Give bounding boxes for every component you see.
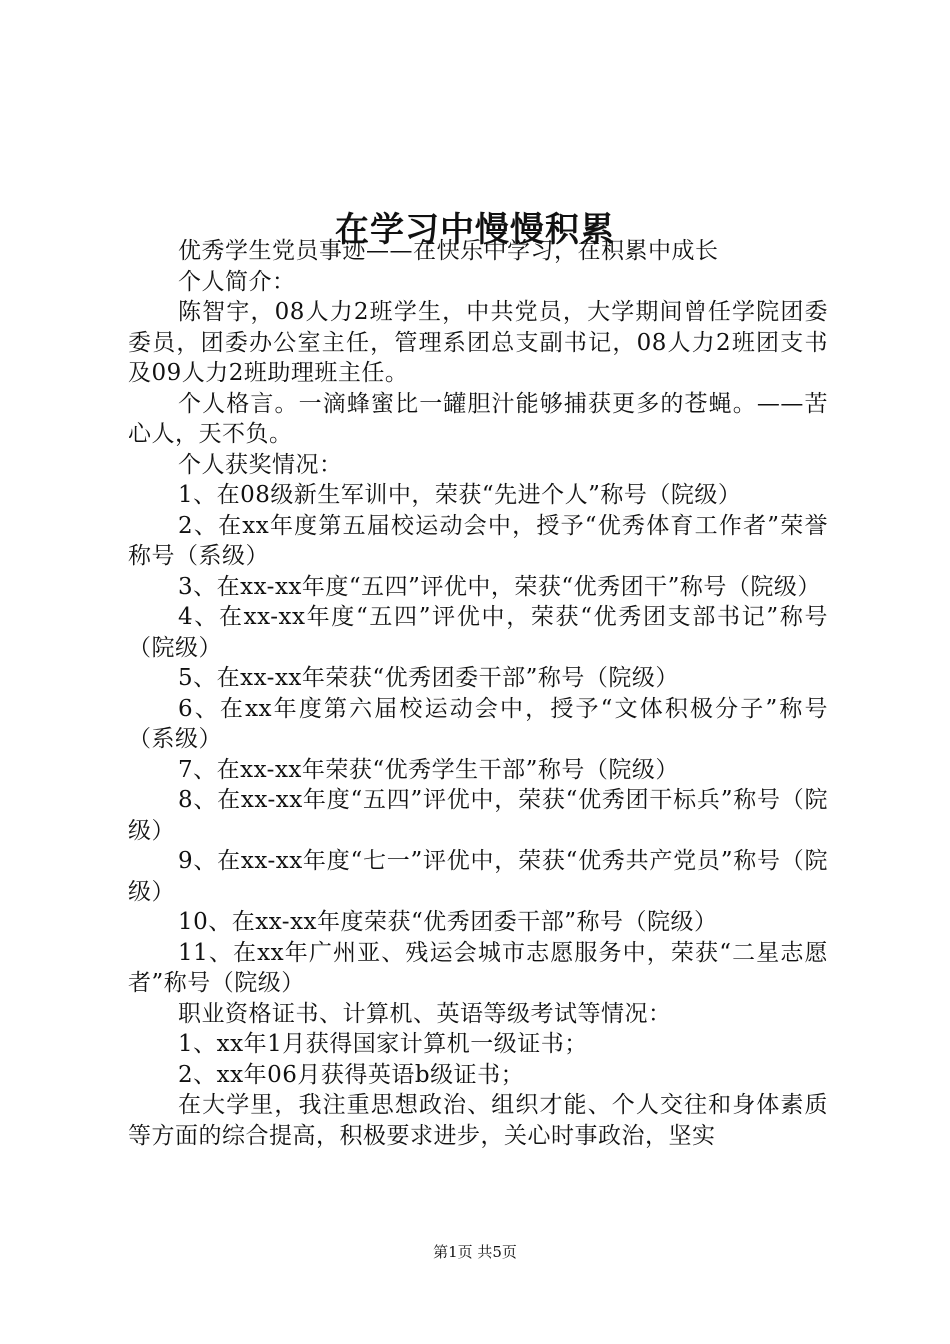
paragraph: 职业资格证书、计算机、英语等级考试等情况： — [178, 1000, 672, 1027]
award-item: 4、在xx-xx年度“五四”评优中，荣获“优秀团支部书记”称号（院级） — [128, 604, 828, 661]
paragraph: 个人获奖情况： — [178, 451, 343, 478]
award-item: 9、在xx-xx年度“七一”评优中，荣获“优秀共产党员”称号（院级） — [128, 848, 828, 905]
certificate-item: 1、xx年1月获得国家计算机一级证书； — [178, 1031, 588, 1057]
paragraph: 优秀学生党员事迹——在快乐中学习，在积累中成长 — [178, 238, 719, 264]
document-body — [128, 236, 828, 1151]
award-item: 3、在xx-xx年度“五四”评优中，荣获“优秀团干”称号（院级） — [178, 573, 821, 600]
award-item: 10、在xx-xx年度荣获“优秀团委干部”称号（院级） — [178, 909, 718, 935]
award-item: 11、在xx年广州亚、残运会城市志愿服务中，荣获“二星志愿者”称号（院级） — [128, 939, 828, 996]
award-item: 7、在xx-xx年荣获“优秀学生干部”称号（院级） — [178, 756, 679, 783]
award-item: 8、在xx-xx年度“五四”评优中，荣获“优秀团干标兵”称号（院级） — [128, 787, 828, 844]
certificate-item: 2、xx年06月获得英语b级证书； — [178, 1061, 525, 1088]
award-item: 5、在xx-xx年荣获“优秀团委干部”称号（院级） — [178, 665, 679, 691]
award-item: 1、在08级新生军训中，荣获“先进个人”称号（院级） — [178, 482, 742, 508]
paragraph: 个人格言。一滴蜂蜜比一罐胆汁能够捕获更多的苍蝇。——苦心人，天不负。 — [128, 390, 828, 447]
award-item: 2、在xx年度第五届校运动会中，授予“优秀体育工作者”荣誉称号（系级） — [128, 512, 828, 569]
paragraph: 在大学里，我注重思想政治、组织才能、个人交往和身体素质等方面的综合提高，积极要求进步，关心时事政治，坚实 — [128, 1092, 828, 1149]
paragraph: 陈智宇，08人力2班学生，中共党员，大学期间曾任学院团委委员，团委办公室主任，管理系团总支副书记，08人力2班团支书及09人力2班助理班主任。 — [128, 299, 828, 386]
award-item: 6、在xx年度第六届校运动会中，授予“文体积极分子”称号（系级） — [128, 695, 828, 752]
paragraph: 个人简介： — [178, 268, 296, 295]
document-title: 在学习中慢慢积累 — [335, 209, 615, 250]
page-footer: 第1页 共5页 — [433, 1243, 517, 1261]
